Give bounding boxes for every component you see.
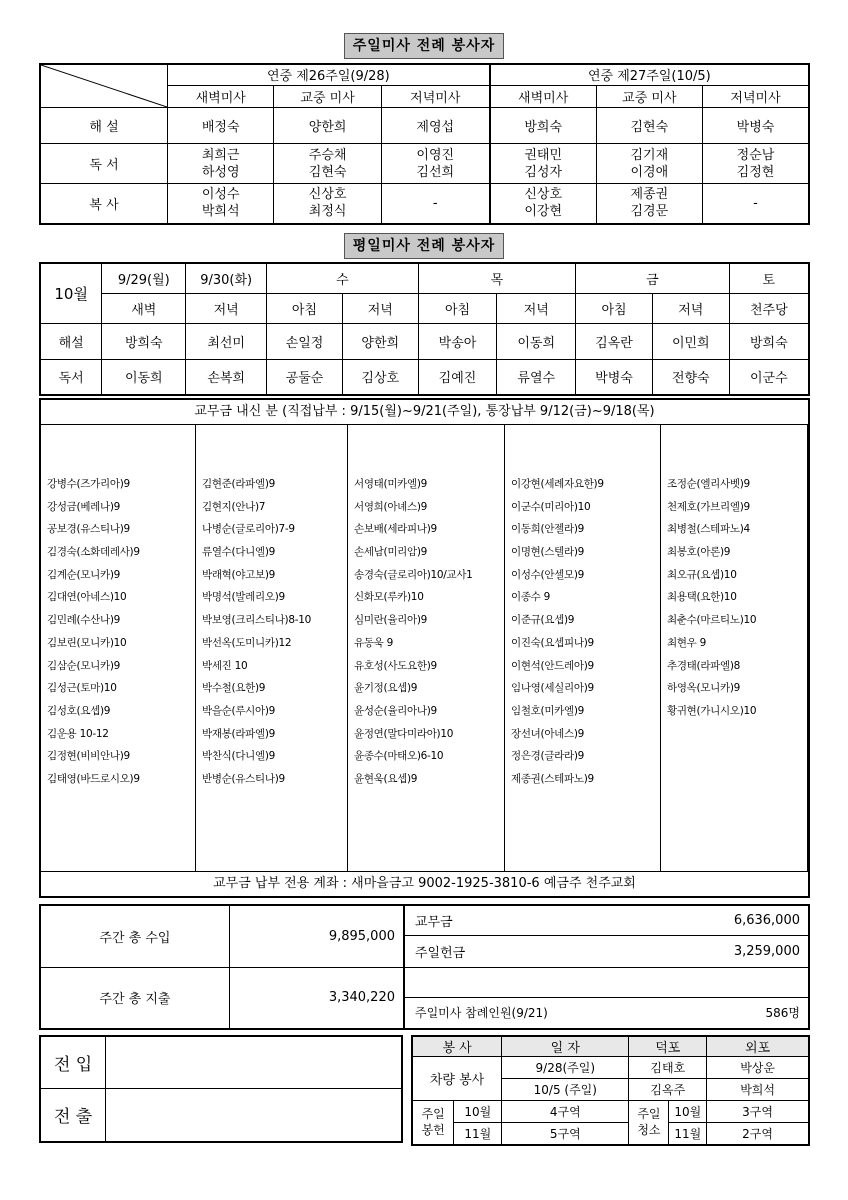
sunday-row-commentary [40, 108, 809, 144]
weekday-row-commentary [40, 323, 809, 359]
donor-entry: 윤기정(요셉)9 [354, 682, 418, 695]
donor-entry: 이현석(안드레아)9 [511, 659, 594, 672]
donor-entry: 강병수(즈가리아)9 [47, 478, 130, 490]
row-label: 복 사 [40, 184, 168, 224]
name-cell: 박송아 [418, 323, 497, 359]
donor-entry: 손보배(세라피나)9 [354, 523, 437, 536]
donor-entry: 정은경(글라라)9 [511, 750, 585, 763]
donor-entry: 박재봉(라파엘)9 [202, 727, 276, 740]
income-label: 주간 총 수입 [40, 905, 229, 967]
donor-entry: 윤정연(말다미라아)10 [354, 727, 454, 740]
donor-column [505, 425, 661, 872]
mass-header: 새벽미사 [168, 85, 274, 107]
row-label: 해설 [40, 323, 102, 359]
attendance-label: 주일미사 참례인원(9/21) [404, 997, 603, 1029]
month-cell: 11월 [669, 1123, 707, 1145]
month-cell: 10월 [454, 1101, 502, 1123]
name-cell: 박병숙 [576, 359, 653, 395]
donor-entry: 추경태(라파엘)8 [667, 659, 741, 672]
donor-entry: 최현우 9 [667, 636, 706, 649]
donor-entry: 임철호(미카엘)9 [511, 704, 585, 717]
donor-entry: 박을순(루시아)9 [202, 704, 276, 717]
donor-list [39, 398, 810, 898]
donor-column [196, 425, 348, 872]
name-cell: 제종권 김경문 [596, 184, 702, 224]
donor-entry: 최오규(요셉)10 [667, 568, 737, 581]
week-header: 연중 제27주일(10/5) [490, 64, 809, 85]
day-header: 금 [576, 263, 730, 293]
month-cell: 10월 [40, 263, 102, 323]
donor-entry: 이성수(안셀모)9 [511, 568, 585, 581]
donor-entry: 이진숙(요셉피나)9 [511, 636, 594, 649]
name-cell: 주승채 김현숙 [274, 144, 381, 184]
transfer-table [39, 1035, 403, 1143]
name-cell: - [703, 184, 809, 224]
name-cell: 이영진 김선희 [381, 144, 489, 184]
name-cell: 양한희 [274, 108, 381, 144]
donor-entry: 임나영(세실리아)9 [511, 682, 594, 695]
offering-label: 주일헌금 [404, 935, 603, 967]
name-cell: 손일정 [267, 323, 343, 359]
service-header: 덕포 [629, 1036, 707, 1057]
weekday-title: 평일미사 전례 봉사자 [344, 233, 504, 259]
name-cell: 이민희 [652, 323, 729, 359]
donor-column [348, 425, 505, 872]
name-cell: 이동희 [497, 323, 576, 359]
donor-entry: 박명석(발레리오)9 [202, 591, 285, 604]
row-label: 해 설 [40, 108, 168, 144]
time-header: 천주당 [729, 293, 809, 323]
donor-entry: 강성금(베레나)9 [47, 500, 121, 513]
donor-entry: 유동욱 9 [354, 636, 393, 649]
tithe-value: 6,636,000 [603, 905, 809, 935]
donor-entry: 윤성순(율리아나)9 [354, 704, 437, 717]
donor-entry: 손세남(미리암)9 [354, 546, 428, 559]
vehicle-label: 차량 봉사 [412, 1057, 502, 1101]
time-header: 저녁 [342, 293, 418, 323]
name-cell: 김옥란 [576, 323, 653, 359]
weekday-row-reading [40, 359, 809, 395]
donor-entry: 서영희(아녜스)9 [354, 500, 428, 513]
vehicle-name: 박상운 [707, 1057, 809, 1079]
name-cell: - [381, 184, 489, 224]
sunday-title: 주일미사 전례 봉사자 [344, 33, 504, 59]
donor-entry: 윤종수(마태오)6-10 [354, 750, 444, 763]
name-cell: 전향숙 [652, 359, 729, 395]
name-cell: 신상호 최정식 [274, 184, 381, 224]
zone-cell: 3구역 [707, 1101, 809, 1123]
donor-entry: 김성호(요셉)9 [47, 704, 111, 717]
donor-entry: 박수철(요한)9 [202, 682, 266, 695]
name-cell: 방희숙 [490, 108, 596, 144]
name-cell: 정순남 김정현 [703, 144, 809, 184]
donor-entry: 유호성(사도요한)9 [354, 659, 437, 672]
time-header: 저녁 [186, 293, 267, 323]
name-cell: 방희숙 [102, 323, 186, 359]
donor-entry: 류열수(다니엘)9 [202, 546, 276, 559]
row-label: 독 서 [40, 144, 168, 184]
mass-header: 교중 미사 [274, 85, 381, 107]
name-cell: 이군수 [729, 359, 809, 395]
sunday-row-reading [40, 144, 809, 184]
zone-cell: 4구역 [502, 1101, 629, 1123]
donor-column [661, 425, 808, 872]
vehicle-date: 10/5 (주일) [502, 1079, 629, 1101]
donor-entry: 김현준(라파엘)9 [202, 478, 276, 490]
donor-entry: 제종권(스테파노)9 [511, 772, 594, 785]
day-header: 9/29(월) [102, 263, 186, 293]
name-cell: 김상호 [342, 359, 418, 395]
month-cell: 10월 [669, 1101, 707, 1123]
donor-entry: 김현지(안나)7 [202, 500, 266, 513]
donor-entry: 신화모(루카)10 [354, 591, 424, 604]
cleaning-duty-label: 주일 청소 [629, 1101, 669, 1145]
name-cell: 최희근 하성영 [168, 144, 274, 184]
vehicle-name: 박희석 [707, 1079, 809, 1101]
time-header: 저녁 [652, 293, 729, 323]
donor-entry: 박보영(크리스티나)8-10 [202, 614, 311, 627]
donor-entry: 김민례(수산나)9 [47, 614, 121, 627]
row-label: 독서 [40, 359, 102, 395]
service-header: 일 자 [502, 1036, 629, 1057]
time-header: 아침 [576, 293, 653, 323]
donor-entry: 이군수(미리아)10 [511, 500, 591, 513]
expense-label: 주간 총 지출 [40, 967, 229, 1029]
mass-header: 저녁미사 [381, 85, 489, 107]
name-cell: 신상호 이강현 [490, 184, 596, 224]
donor-entry: 최용택(요한)10 [667, 591, 737, 604]
donor-entry: 김보린(모니카)10 [47, 636, 127, 649]
donor-entry: 이준규(요셉)9 [511, 614, 575, 627]
transfer-in-value [106, 1036, 402, 1088]
name-cell: 권태민 김성자 [490, 144, 596, 184]
donor-entry: 박래혁(야고보)9 [202, 568, 276, 581]
donor-entry: 이강현(세례자요한)9 [511, 478, 604, 490]
donor-entry: 김대연(아네스)10 [47, 591, 127, 604]
donor-entry: 박선옥(도미니카)12 [202, 636, 292, 649]
time-header: 저녁 [497, 293, 576, 323]
expense-value: 3,340,220 [229, 967, 404, 1029]
name-cell: 김기재 이경애 [596, 144, 702, 184]
name-cell: 이동희 [102, 359, 186, 395]
donor-entry: 나병순(글로리아)7-9 [202, 523, 295, 536]
donor-entry: 윤현욱(요셉)9 [354, 772, 418, 785]
donor-entry: 김운용 10-12 [47, 727, 109, 740]
vehicle-name: 김태호 [629, 1057, 707, 1079]
mass-header: 새벽미사 [490, 85, 596, 107]
name-cell: 김예진 [418, 359, 497, 395]
time-header: 아침 [418, 293, 497, 323]
donor-entry: 김경숙(소화데레사)9 [47, 546, 140, 559]
donor-entry: 반병순(유스티나)9 [202, 772, 285, 785]
finance-table [39, 904, 810, 1030]
week-header: 연중 제26주일(9/28) [168, 64, 490, 85]
name-cell: 배정숙 [168, 108, 274, 144]
donor-entry: 최춘수(마르티노)10 [667, 614, 757, 627]
donor-entry: 김성근(토마)10 [47, 682, 117, 695]
tithe-label: 교무금 [404, 905, 603, 935]
donor-entry: 장선녀(아네스)9 [511, 727, 585, 740]
transfer-out-label: 전 출 [40, 1088, 106, 1142]
donor-header: 교무금 내신 분 (직접납부 : 9/15(월)~9/21(주일), 통장납부 9/12(금)~9/18(목) [41, 400, 808, 425]
day-header: 토 [729, 263, 809, 293]
donor-entry: 김태영(바드로시오)9 [47, 772, 140, 785]
service-table [411, 1035, 810, 1146]
donor-entry: 서영태(미카엘)9 [354, 478, 428, 490]
name-cell: 박병숙 [703, 108, 809, 144]
vehicle-name: 김옥주 [629, 1079, 707, 1101]
name-cell: 김현숙 [596, 108, 702, 144]
mass-header: 교중 미사 [596, 85, 702, 107]
donor-entry: 송경숙(글로리아)10/교사1 [354, 568, 473, 581]
income-value: 9,895,000 [229, 905, 404, 967]
service-header: 외포 [707, 1036, 809, 1057]
name-cell: 류열수 [497, 359, 576, 395]
donor-entry: 조정순(엘리사벳)9 [667, 478, 750, 490]
donor-entry: 심미란(율리아)9 [354, 614, 428, 627]
donor-entry: 김정현(비비안나)9 [47, 750, 130, 763]
name-cell: 이성수 박희석 [168, 184, 274, 224]
donor-column [41, 425, 196, 872]
account-info: 교무금 납부 전용 계좌 : 새마을금고 9002-1925-3810-6 예금주 천주교회 [41, 871, 808, 896]
donor-entry: 이동희(안젤라)9 [511, 523, 585, 536]
donor-entry: 황귀현(가니시오)10 [667, 704, 757, 717]
donor-entry: 박찬식(다니엘)9 [202, 750, 276, 763]
time-header: 아침 [267, 293, 343, 323]
name-cell: 공둘순 [267, 359, 343, 395]
name-cell: 손복희 [186, 359, 267, 395]
donor-entry: 김계순(모니카)9 [47, 568, 121, 581]
sunday-row-altar [40, 184, 809, 224]
name-cell: 양한희 [342, 323, 418, 359]
zone-cell: 2구역 [707, 1123, 809, 1145]
name-cell: 제영섭 [381, 108, 489, 144]
sunday-table [39, 63, 810, 225]
blank-cell [404, 967, 809, 997]
donor-entry: 하영옥(모니카)9 [667, 682, 741, 695]
offering-duty-label: 주일 봉헌 [412, 1101, 454, 1145]
donor-entry: 이종수 9 [511, 591, 550, 604]
donor-entry: 최봉호(아론)9 [667, 546, 731, 559]
donor-entry: 이명현(스텔라)9 [511, 546, 585, 559]
name-cell: 방희숙 [729, 323, 809, 359]
donor-entry: 김삼순(모니카)9 [47, 659, 121, 672]
zone-cell: 5구역 [502, 1123, 629, 1145]
corner-cell [40, 64, 168, 108]
month-cell: 11월 [454, 1123, 502, 1145]
day-header: 9/30(화) [186, 263, 267, 293]
transfer-out-value [106, 1088, 402, 1142]
time-header: 새벽 [102, 293, 186, 323]
donor-entry: 천제호(가브리엘)9 [667, 500, 750, 513]
day-header: 목 [418, 263, 576, 293]
transfer-in-label: 전 입 [40, 1036, 106, 1088]
name-cell: 최선미 [186, 323, 267, 359]
vehicle-date: 9/28(주일) [502, 1057, 629, 1079]
donor-entry: 공보경(유스티나)9 [47, 523, 130, 536]
attendance-value: 586명 [603, 997, 809, 1029]
donor-entry: 최병철(스테파노)4 [667, 523, 750, 536]
donor-entry: 박세진 10 [202, 659, 248, 672]
weekday-table [39, 262, 810, 396]
mass-header: 저녁미사 [703, 85, 809, 107]
service-header: 봉 사 [412, 1036, 502, 1057]
offering-value: 3,259,000 [603, 935, 809, 967]
day-header: 수 [267, 263, 419, 293]
